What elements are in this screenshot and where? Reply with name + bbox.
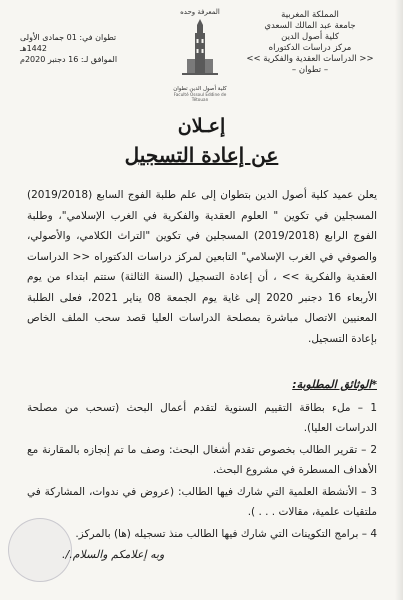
date-block [20,32,140,65]
document-item: 1 – ملء بطاقة التقييم السنوية لتقدم أعمال البحث (تسحب من مصلحة الدراسات العليا). [27,402,377,434]
logo-caption: كلية أصول الدين تطوان [173,86,227,92]
announcement-subtitle: عن إعادة التسجيل [124,143,279,167]
institution-block [235,10,385,76]
letterhead [0,0,403,110]
institution-line: كلية أصول الدين [281,32,339,42]
institution-line: جامعة عبد المالك السعدي [264,21,356,31]
logo-motto: المعرفة وحده [180,8,220,16]
required-documents-list [27,398,377,546]
minaret-logo-icon [178,19,222,81]
closing-line: وبه إعلامكم والسلام./. [62,548,165,561]
document-item: 2 – تقرير الطالب بخصوص تقدم أشغال البحث: وصف ما تم إنجازه بالمقارنة مع الأهداف المسطرة في مشروع البحث. [27,444,377,476]
date-gregorian: الموافق لـ: 16 دجنبر 2020م [20,55,118,64]
required-documents-heading: *الوثائق المطلوبة: [292,378,377,391]
logo-subcaption: Faculté Ossoul Eddine de Tétouan [173,92,227,102]
institution-line: – تطوان – [291,65,329,75]
date-hijri: تطوان في: 01 جمادى الأولى 1442هـ [20,33,117,53]
faculty-logo-block [165,8,235,102]
institution-line: المملكة المغربية [281,10,339,20]
document-item: 3 – الأنشطة العلمية التي شارك فيها الطالب: (عروض في ندوات، المشاركة في ملتقيات علمية، مقالات . . . ). [27,486,377,518]
institution-line: << الدراسات العقدية والفكرية >> [246,54,374,64]
document-item: 4 – برامج التكوينات التي شارك فيها الطالب منذ تسجيله (ها) بالمركز. [75,528,377,540]
institution-line: مركز دراسات الدكتوراه [268,43,352,53]
announcement-paragraph: يعلن عميد كلية أصول الدين بتطوان إلى علم طلبة الفوج السابع (2019/2018) المسجلين في تكوين " العلوم العقدية والفكرية في الغرب الإسلامي"، وطلبة الفوج الرابع (2019/2018) المسجلين في تكوين "التراث الكلامي، والأصولي، والصوفي في الغرب الإسلامي" التابعين لمركز دراسات الدكتوراه << الدراسات العقدية والفكرية >> ، أن إعادة التسجيل (السنة الثالثة) ستتم ابتداء من يوم الأربعاء 16 دجنبر 2020 إلى غاية يوم الجمعة 08 يناير 2021، فعلى الطلبة المعنيين الاتصال مباشرة بمصلحة الدراسات العليا قصد سحب الملف الخاص بإعادة التسجيل. [27,189,377,345]
announcement-title: إعـلان [177,115,226,137]
